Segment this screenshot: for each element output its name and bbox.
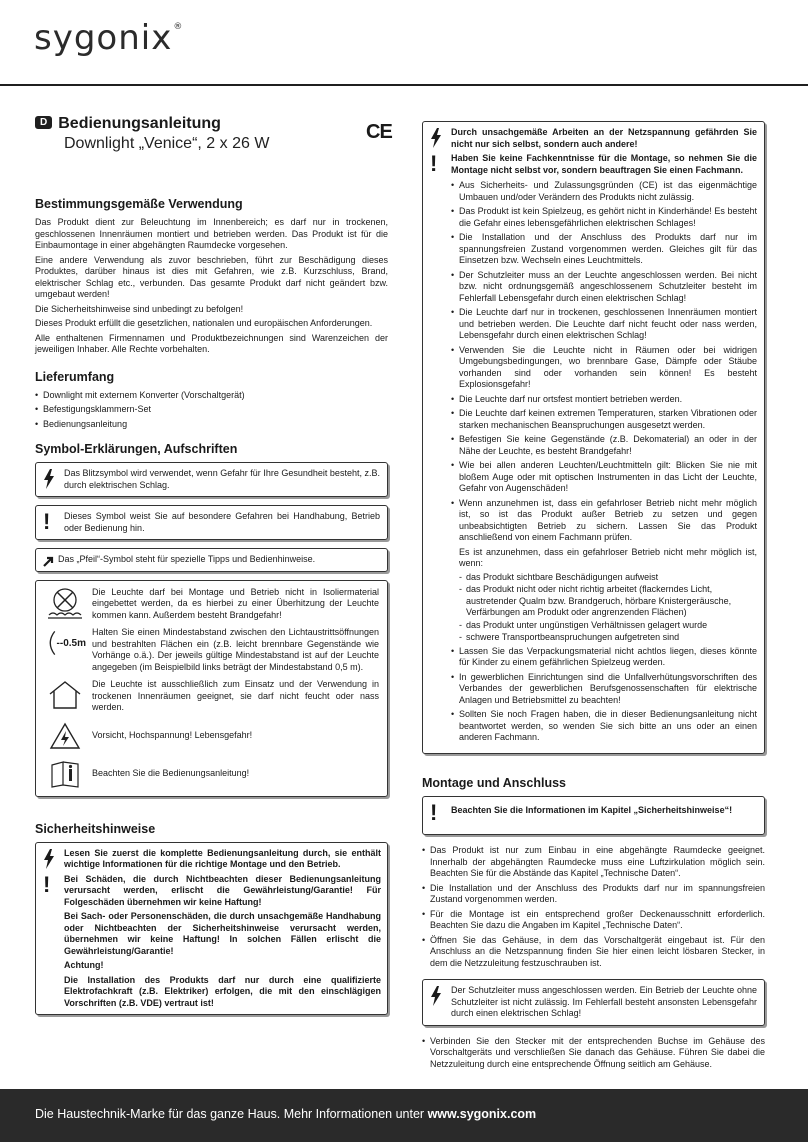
- exclamation-icon: !: [43, 871, 51, 897]
- voltage-text: Vorsicht, Hochspannung! Lebensgefahr!: [92, 729, 253, 740]
- assume-text: Es ist anzunehmen, dass ein gefahrloser Betrieb nicht mehr möglich ist, wenn:: [459, 546, 757, 568]
- list-item: • Die Installation und der Anschluss des Produkts darf nur im spannungsfreien Zustand vorgenommen werden.: [422, 883, 765, 906]
- intended-use-paragraph: Alle enthaltenen Firmennamen und Produktbezeichnungen sind Warenzeichen der jeweiligen Inhaber. Alle Rechte vorbehalten.: [35, 332, 388, 354]
- lightning-icon: [430, 986, 442, 1010]
- safety-section: [35, 822, 388, 1016]
- list-item: • Befestigungsklammern-Set: [35, 404, 388, 416]
- lightning-icon: [43, 849, 55, 873]
- header-divider: [0, 84, 808, 86]
- indoor-text: Die Leuchte ist ausschließlich zum Einsatz und der Verwendung in trockenen Innenräumen geeignet, sie darf nicht feucht oder nass werden.: [92, 679, 379, 712]
- list-item: • Wie bei allen anderen Leuchten/Leuchtmitteln gilt: Blicken Sie nie mit bloßem Auge oder mit optischen Instrumenten in das Licht der Leuchte, Gefahr von Augenschäden!: [451, 460, 757, 495]
- list-item: • Die Leuchte darf keinen extremen Temperaturen, starken Vibrationen oder starken mechanischen Beanspruchungen ausgesetzt werden.: [451, 408, 757, 431]
- list-item: • Die Leuchte darf nur ortsfest montiert betrieben werden.: [451, 394, 757, 406]
- min-distance-icon: --0.5m: [44, 627, 86, 659]
- list-item: • Für die Montage ist ein entsprechend großer Deckenausschnitt erforderlich. Beachten Sie dazu die Angaben im Kapitel „Technische Daten“.: [422, 909, 765, 932]
- intended-use-paragraph: Das Produkt dient zur Beleuchtung im Innenbereich; es darf nur in trockenen, geschlossenen Innenräumen montiert und betrieben werden. Das Produkt ist für die Einbaumontage in einer abgehängten Raumdecke vorgesehen.: [35, 217, 388, 250]
- intended-use-paragraph: Eine andere Verwendung als zuvor beschrieben, führt zur Beschädigung dieses Produktes, darüber hinaus ist dies mit Gefahren, wie z.B. Kurzschluss, Brand, elektrischer Schlag etc., verbunden. Das gesamte Produkt darf nicht geändert bzw. umgebaut werden!: [35, 254, 388, 299]
- arrow-icon: [43, 553, 54, 573]
- symbols-section: [35, 442, 388, 797]
- symbol-row-indoor: [44, 679, 379, 714]
- list-item: • Downlight mit externem Konverter (Vorschaltgerät): [35, 390, 388, 402]
- safety-warning: Haben Sie keine Fachkenntnisse für die Montage, so nehmen Sie die Montage nicht selbst vor, sondern beauftragen Sie einen Fachmann.: [451, 153, 757, 175]
- intended-use-paragraph: Dieses Produkt erfüllt die gesetzlichen, nationalen und europäischen Anforderungen.: [35, 318, 373, 328]
- list-item: • Aus Sicherheits- und Zulassungsgründen (CE) ist das eigenmächtige Umbauen und/oder Verändern des Produkts nicht zulässig.: [451, 180, 757, 203]
- exclamation-icon: !: [430, 799, 438, 825]
- symbol-row-manual: [44, 758, 379, 790]
- intended-use-paragraph: Die Sicherheitshinweise sind unbedingt zu befolgen!: [35, 303, 244, 314]
- brand-logo: sygonix®: [34, 18, 184, 58]
- scope-section: [35, 370, 388, 431]
- page-title: D Bedienungsanleitung: [35, 115, 388, 133]
- safety-box: [35, 842, 388, 1016]
- list-item: • Lassen Sie das Verpackungsmaterial nicht achtlos liegen, dieses könnte für Kinder zu einem gefährlichen Spielzeug werden.: [451, 646, 757, 669]
- list-item: • Bedienungsanleitung: [35, 419, 388, 431]
- list-item: • Wenn anzunehmen ist, dass ein gefahrloser Betrieb nicht mehr möglich ist, so ist das Produkt außer Betrieb zu setzen und gegen unbeabsichtigten Betrieb zu sichern. Lassen Sie das Produkt anschließend von einem Fachmann prüfen.: [451, 498, 757, 544]
- intended-use-heading: Bestimmungsgemäße Verwendung: [35, 197, 243, 211]
- list-item: - das Produkt sichtbare Beschädigungen aufweist: [459, 572, 757, 584]
- list-item: • Der Schutzleiter muss an der Leuchte angeschlossen werden. Bei nicht bzw. nicht ordnungsgemäß angeschlossenem Schutzleiter besteht im Fehlerfall Lebensgefahr durch einen elektrischen Schlag!: [451, 270, 757, 305]
- ground-warning-box: [422, 979, 765, 1026]
- safety-text: Die Installation des Produkts darf nur durch eine qualifizierte Elektrofachkraft (z.B. Elektriker) erfolgen, die mit den einschlägigen Vorschriften (z.B. VDE) vertraut ist!: [64, 974, 381, 1008]
- safety-continued-box: [422, 121, 765, 754]
- exclamation-icon: !: [43, 509, 51, 534]
- intended-use-section: [35, 197, 388, 356]
- ce-mark-icon: CE: [366, 121, 392, 143]
- high-voltage-icon: [44, 720, 86, 752]
- arrow-note-box: [35, 548, 388, 572]
- scope-heading: Lieferumfang: [35, 369, 115, 384]
- product-subtitle: Downlight „Venice“, 2 x 26 W: [64, 135, 270, 152]
- safety-warning: Durch unsachgemäße Arbeiten an der Netzspannung gefährden Sie nicht nur sich selbst, sondern auch andere!: [451, 127, 757, 149]
- symbol-row-insulation: [44, 587, 379, 622]
- list-item: • Das Produkt ist kein Spielzeug, es gehört nicht in Kinderhände! Es besteht die Gefahr eines lebensgefährlichen elektrischen Schlages!: [451, 206, 757, 229]
- page-footer: [0, 1089, 808, 1142]
- list-item: • Verbinden Sie den Stecker mit der entsprechenden Buchse im Gehäuse des Vorschaltgeräts und verschließen Sie danach das Gehäuse. Führen Sie dabei die Netzzuleitung durch eine entsprechende Öffnung seitlich am Gehäuse.: [422, 1036, 765, 1071]
- manual-text: Beachten Sie die Bedienungsanleitung!: [92, 767, 250, 778]
- lightning-note-box: [35, 462, 388, 497]
- document-title-block: [35, 115, 392, 153]
- lightning-icon: [43, 469, 55, 493]
- symbols-heading: Symbol-Erklärungen, Aufschriften: [35, 442, 238, 456]
- symbol-row-distance: [44, 627, 379, 673]
- language-badge: D: [35, 116, 52, 129]
- no-insulation-icon: [44, 587, 86, 619]
- lightning-icon: [430, 128, 442, 152]
- mounting-note-text: Beachten Sie die Informationen im Kapitel „Sicherheitshinweise“!: [451, 804, 733, 815]
- list-item: • Die Installation und der Anschluss des Produkts darf nur im spannungsfreien Zustand vorgenommen werden. Gleiches gilt für das Einsetzen bzw. Wechseln eines Leuchtmittels.: [451, 232, 757, 267]
- symbol-table: [35, 580, 388, 797]
- ground-warning-text: Der Schutzleiter muss angeschlossen werden. Ein Betrieb der Leuchte ohne Schutzleiter ist nicht zulässig. Im Fehlerfall besteht ansonsten Lebensgefahr durch einen elektrischen Schlag!: [451, 985, 757, 1018]
- list-item: • Verwenden Sie die Leuchte nicht in Räumen oder bei widrigen Umgebungsbedingungen, wo brennbare Gase, Dämpfe oder Stäube vorhanden sind oder vorhanden sein können! Es besteht Explosionsgefahr!: [451, 345, 757, 391]
- exclaim-note-box: [35, 505, 388, 540]
- mounting-note-box: [422, 796, 765, 836]
- safety-text: Achtung!: [64, 960, 104, 970]
- symbol-row-voltage: [44, 720, 379, 752]
- exclamation-icon: !: [430, 151, 438, 176]
- house-icon: [44, 679, 86, 711]
- list-item: - das Produkt unter ungünstigen Verhältnissen gelagert wurde: [459, 620, 757, 632]
- distance-text: Halten Sie einen Mindestabstand zwischen den Lichtaustrittsöffnungen und bestrahlten Flächen ein (z.B. leicht brennbare Gegenstände wie Vorhänge o.ä.). Der jeweils gültige Mindestabstand ist auf der Leuchte angegeben (im Beispielbild links beträgt der Mindestabstand 0,5 m).: [92, 627, 379, 672]
- lightning-note-text: Das Blitzsymbol wird verwendet, wenn Gefahr für Ihre Gesundheit besteht, z.B. durch elektrischen Schlag.: [64, 468, 380, 490]
- page-header: [0, 0, 808, 86]
- safety-text: Lesen Sie zuerst die komplette Bedienungsanleitung durch, sie enthält wichtige Informationen für die richtige Montage und den Betrieb.: [64, 847, 381, 869]
- list-item: • In gewerblichen Einrichtungen sind die Unfallverhütungsvorschriften des Verbandes der gewerblichen Berufsgenossenschaften für elektrische Anlagen und Betriebsmittel zu beachten!: [451, 672, 757, 707]
- manual-icon: [44, 758, 86, 790]
- mounting-heading: Montage und Anschluss: [422, 775, 566, 790]
- safety-text: Bei Sach- oder Personenschäden, die durch unsachgemäße Handhabung oder Nichtbeachten der Sicherheitshinweise verursacht werden, übernehmen wir keine Haftung! In solchen Fällen erlischt die Gewährleistung/Garantie!: [64, 911, 381, 956]
- right-column: [422, 121, 765, 1073]
- safety-text: Bei Schäden, die durch Nichtbeachten dieser Bedienungsanleitung verursacht werden, erlischt die Gewährleistung/Garantie! Für Folgeschäden übernehmen wir keine Haftung!: [64, 873, 381, 907]
- insulation-text: Die Leuchte darf bei Montage und Betrieb nicht in Isoliermaterial eingebettet werden, da es hierbei zu einer Überhitzung der Leuchte kommen kann. Außerdem besteht Brandgefahr!: [92, 586, 379, 620]
- list-item: - schwere Transportbeanspruchungen aufgetreten sind: [459, 632, 757, 644]
- exclaim-note-text: Dieses Symbol weist Sie auf besondere Gefahren bei Handhabung, Betrieb oder Bedienung hin.: [64, 511, 380, 533]
- left-column: [35, 110, 392, 1023]
- list-item: - das Produkt nicht oder nicht richtig arbeitet (flackerndes Licht, austretender Qualm bzw. Brandgeruch, hörbare Knistergeräusche, Verfärbungen am Produkt oder angrenzenden Flächen): [459, 584, 757, 619]
- footer-text: Die Haustechnik-Marke für das ganze Haus. Mehr Informationen unter: [35, 1107, 425, 1121]
- list-item: • Befestigen Sie keine Gegenstände (z.B. Dekomaterial) an oder in der Nähe der Leuchte, es besteht Brandgefahr!: [451, 434, 757, 457]
- list-item: • Sollten Sie noch Fragen haben, die in dieser Bedienungsanleitung nicht beantwortet werden, so wenden Sie sich bitte an uns oder an einen anderen Fachmann.: [451, 709, 757, 744]
- footer-url[interactable]: www.sygonix.com: [427, 1107, 537, 1121]
- arrow-note-text: Das „Pfeil“-Symbol steht für spezielle Tipps und Bedienhinweise.: [58, 554, 316, 564]
- mounting-section: [422, 776, 765, 1071]
- safety-heading: Sicherheitshinweise: [35, 821, 156, 836]
- list-item: • Die Leuchte darf nur in trockenen, geschlossenen Innenräumen montiert und betrieben werden. Die Leuchte darf nicht feucht oder nass werden, Lebensgefahr durch einen elektrischen Schlag!: [451, 307, 757, 342]
- list-item: • Öffnen Sie das Gehäuse, in dem das Vorschaltgerät eingebaut ist. Für den Anschluss an die Netzspannung finden Sie hier einen leicht lösbaren Stecker, in dem die Netzzuleitung festzuschrauben ist.: [422, 935, 765, 970]
- list-item: • Das Produkt ist nur zum Einbau in eine abgehängte Raumdecke geeignet. Innerhalb der abgehängten Raumdecke muss eine Luftzirkulation möglich sein. Beachten Sie für die Abstände das Kapitel „Technische Daten“.: [422, 845, 765, 880]
